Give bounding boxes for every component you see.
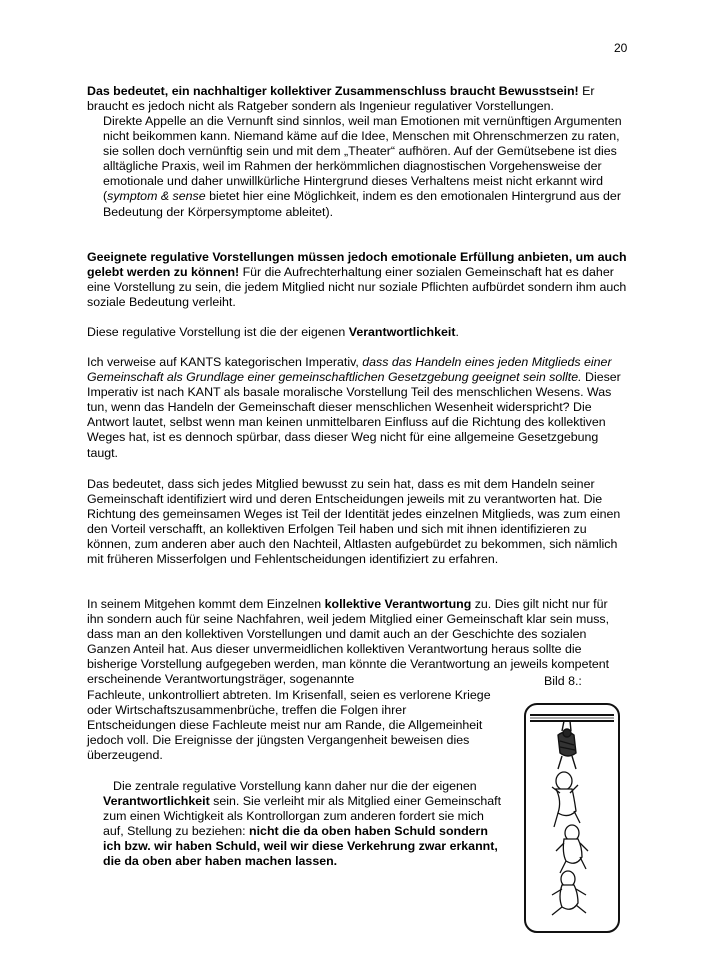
p3-pre: Diese regulative Vorstellung ist die der eigenen bbox=[87, 325, 349, 339]
p6-post: zu. Dies gilt nicht nur für ihn sondern auch für seine Nachfahren, weil jedem Mitglied einer Gemeinschaft klar sein muss, dass man an den kollektiven Vorstellungen und damit auch an der Geschichte des sozialen Ganzen Anteil hat. Aus dieser unvermeidlichen kollektiven Verantwortung heraus sollte die bisherige Vorstellung aufgegeben werden, man könnte die Verantwortung an jeweils kompetent erscheinende Verantwortungsträger, sogenannte bbox=[87, 597, 610, 687]
paragraph-6-continued: Fachleute, unkontrolliert abtreten. Im Krisenfall, seien es verlorene Kriege oder Wirtschaftszusammenbrüche, treffen die Folgen ihrer Entscheidungen diese Fachleute meist nur am Rande, die Allgemeinheit jedoch voll. Die Ereignisse der jüngsten Vergangenheit beweisen dies überzeugend. bbox=[87, 688, 491, 763]
p3-bold: Verantwortlichkeit bbox=[348, 325, 456, 339]
figure-label: Bild 8.: bbox=[544, 674, 582, 688]
paragraph-5: Das bedeutet, dass sich jedes Mitglied bewusst zu sein hat, dass es mit dem Handeln seiner Gemeinschaft identifiziert wird und deren Entscheidungen jeweils mit zu verantworten hat. Die Richtung des gemeinsamen Weges ist Teil der Identität jedes einzelnen Mitglieds, was zum einen den Vorteil verschafft, an kollektiven Erfolgen Teil haben und sich mit ihnen identifizieren zu können, zum anderen aber auch den Nachteil, Altlasten aufgebürdet zu bekommen, sich nämlich mit früheren Misserfolgen und Fehlentscheidungen identifiziert zu erfahren. bbox=[87, 477, 621, 567]
page-number: 20 bbox=[614, 41, 628, 55]
p6-pre: In seinem Mitgehen kommt dem Einzelnen bbox=[87, 597, 325, 611]
p3-post: . bbox=[455, 325, 459, 339]
figure-top-bar bbox=[530, 715, 614, 721]
p1i-italic: symptom & sense bbox=[107, 189, 206, 204]
figure-person-middle bbox=[552, 772, 580, 827]
p1i-text-a: Direkte Appelle an die Vernunft sind sinnlos, weil man Emotionen mit vernünftigen Argumenten nicht beikommen kann. Niemand käme auf die Idee, Menschen mit Ohrenschmerzen zu raten, sie sollen doch vernünftig sein und mit dem „Theater“ aufhören. Auf der Gemütsebene ist dies alltägliche Praxis, weil im Rahmen der herkömmlichen diagnostischen Vorgehensweise der emotionale und daher unwillkürliche Hintergrund dieses Verhaltens meist nicht erkannt wird ( bbox=[103, 114, 622, 204]
paragraph-1-indented bbox=[103, 114, 627, 220]
p7-pre: Die zentrale regulative Vorstellung kann daher nur die der eigenen bbox=[113, 779, 477, 793]
figure-person-bottom bbox=[552, 871, 586, 915]
p4-post: Dieser Imperativ ist nach KANT als basale moralische Vorstellung Teil des menschlichen Wesens. Was tun, wenn das Handeln der Gemeinschaft dieser menschlichen Wesenheit widerspricht? Die Antwort lautet, selbst wenn man keinen unmittelbaren Einfluss auf die Richtung des kollektiven Weges hat, ist es dennoch spürbar, dass dieser Weg nicht für eine allgemeine Gesetzgebung taugt. bbox=[87, 370, 621, 460]
p7-bold-2: nicht die da oben haben Schuld sondern ich bzw. wir haben Schuld, weil wir diese Verkehrung zwar erkannt, die da oben aber haben machen lassen. bbox=[103, 824, 498, 869]
paragraph-2 bbox=[87, 250, 627, 310]
p1-bold: Das bedeutet, ein nachhaltiger kollektiver Zusammenschluss braucht Bewusstsein! bbox=[87, 84, 579, 98]
p4-italic: dass das Handeln eines jeden Mitglieds einer Gemeinschaft als Grundlage einer gemeinschaftlichen Gesetzgebung geeignet sein sollte. bbox=[87, 355, 612, 385]
paragraph-3 bbox=[87, 325, 627, 340]
p7-mid: sein. Sie verleiht mir als Mitglied einer Gemeinschaft zum einen Wichtigkeit als Kontrollorgan zum anderen fordert sie mich auf, Stellung zu beziehen: bbox=[103, 794, 502, 839]
p2-text: Für die Aufrechterhaltung einer sozialen Gemeinschaft hat es daher eine Vorstellung zu sein, die jedem Mitglied nicht nur soziale Pflichten aufbürdet sondern ihm auch soziale Bedeutung verleiht. bbox=[87, 265, 627, 310]
figure-8-illustration bbox=[522, 701, 622, 935]
p4-pre: Ich verweise auf KANTS kategorischen Imperativ, bbox=[87, 355, 363, 369]
p1i-text-b: bietet hier eine Möglichkeit, indem es den emotionalen Hintergrund aus der Bedeutung der Körpersymptome ableitet). bbox=[103, 189, 621, 219]
p2-bold: Geeignete regulative Vorstellungen müssen jedoch emotionale Erfüllung anbieten, um auch gelebt werden zu können! bbox=[87, 250, 627, 280]
figure-person-lower bbox=[556, 825, 588, 873]
p1-text: Er braucht es jedoch nicht als Ratgeber sondern als Ingenieur regulativer Vorstellungen. bbox=[87, 84, 595, 114]
figure-person-top bbox=[558, 721, 576, 769]
p6-bold: kollektive Verantwortung bbox=[324, 597, 472, 611]
p7-bold-1: Verantwortlichkeit bbox=[103, 794, 210, 809]
paragraph-4 bbox=[87, 355, 627, 461]
paragraph-7 bbox=[103, 779, 503, 870]
paragraph-1 bbox=[87, 84, 627, 114]
